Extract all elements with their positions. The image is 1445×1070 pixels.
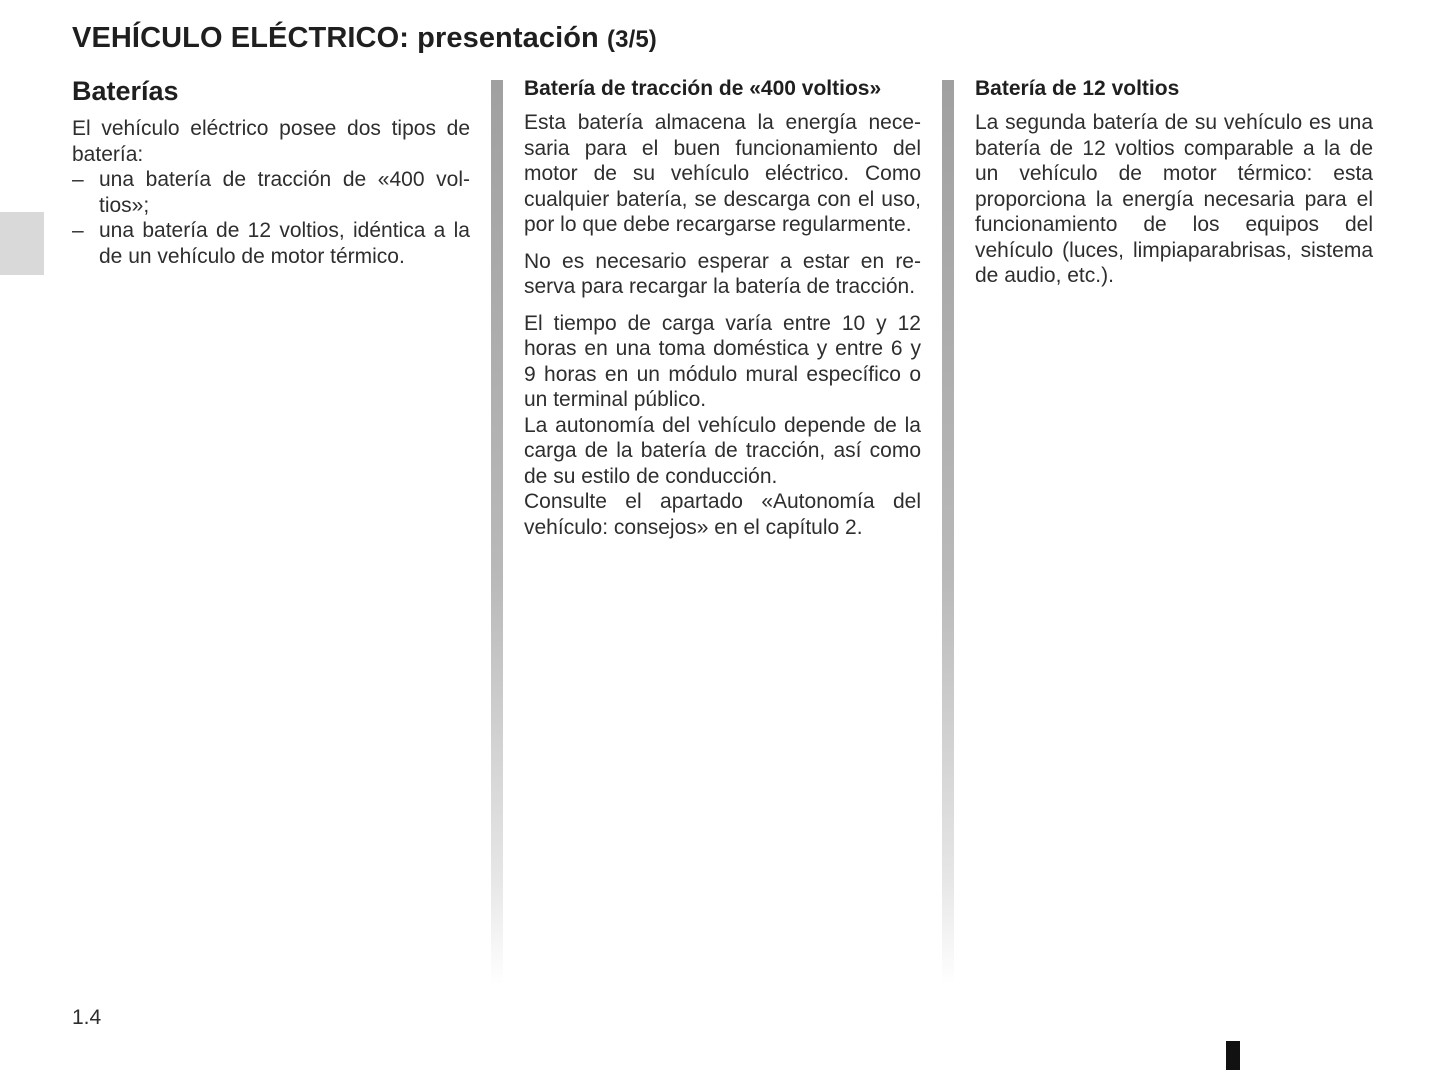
column-divider bbox=[491, 80, 503, 985]
section-heading-batteries: Baterías bbox=[72, 76, 179, 106]
sub-heading-traction-battery: Batería de tracción de «400 voltios» bbox=[524, 77, 882, 100]
paragraph: La autonomía del vehículo depende de la carga de la batería de tracción, así como de su estilo de conducción. bbox=[524, 413, 921, 488]
print-corner-mark bbox=[1226, 1041, 1240, 1070]
column-traction-battery bbox=[524, 74, 921, 540]
page-title-suffix: (3/5) bbox=[607, 26, 657, 53]
column-batteries bbox=[72, 74, 470, 269]
paragraph: La segunda batería de su vehículo es una batería de 12 voltios comparable a la de un vehículo de motor térmico: esta proporciona la energía necesaria para el funcionamiento de los equipos del vehículo (luces, limpiaparabrisas, sistema de audio, etc.). bbox=[975, 111, 1373, 287]
list-item-text: una batería de tracción de «400 voltios»; bbox=[99, 168, 470, 217]
paragraph: El tiempo de carga varía entre 10 y 12 horas en una toma doméstica y entre 6 y 9 horas en un módulo mural específico o un terminal público. bbox=[524, 311, 921, 411]
list-item bbox=[72, 218, 470, 269]
sub-heading-12v-battery: Batería de 12 voltios bbox=[975, 77, 1180, 100]
paragraph: Consulte el apartado «Autonomía del vehículo: consejos» en el capítulo 2. bbox=[524, 490, 921, 539]
dash-bullet: – bbox=[72, 168, 84, 191]
dash-bullet: – bbox=[72, 219, 84, 242]
batteries-intro-text: El vehículo eléctrico posee dos tipos de batería: bbox=[72, 117, 470, 166]
battery-types-list bbox=[72, 167, 470, 269]
column-12v-battery bbox=[975, 74, 1373, 289]
paragraph: No es necesario esperar a estar en reserva para recargar la batería de tracción. bbox=[524, 249, 921, 298]
list-item bbox=[72, 167, 470, 218]
page-number: 1.4 bbox=[72, 1006, 102, 1029]
chapter-tab-marker bbox=[0, 212, 44, 275]
column-divider bbox=[942, 80, 954, 985]
list-item-text: una batería de 12 voltios, idéntica a la de un vehículo de motor térmico. bbox=[99, 219, 470, 268]
paragraph: Esta batería almacena la energía necesaria para el buen funcionamiento del motor de su vehículo eléctrico. Como cualquier batería, se descarga con el uso, por lo que debe recargarse regularmente. bbox=[524, 111, 921, 236]
page-title-text: VEHÍCULO ELÉCTRICO: presentación bbox=[72, 22, 599, 54]
page-title bbox=[72, 22, 657, 55]
